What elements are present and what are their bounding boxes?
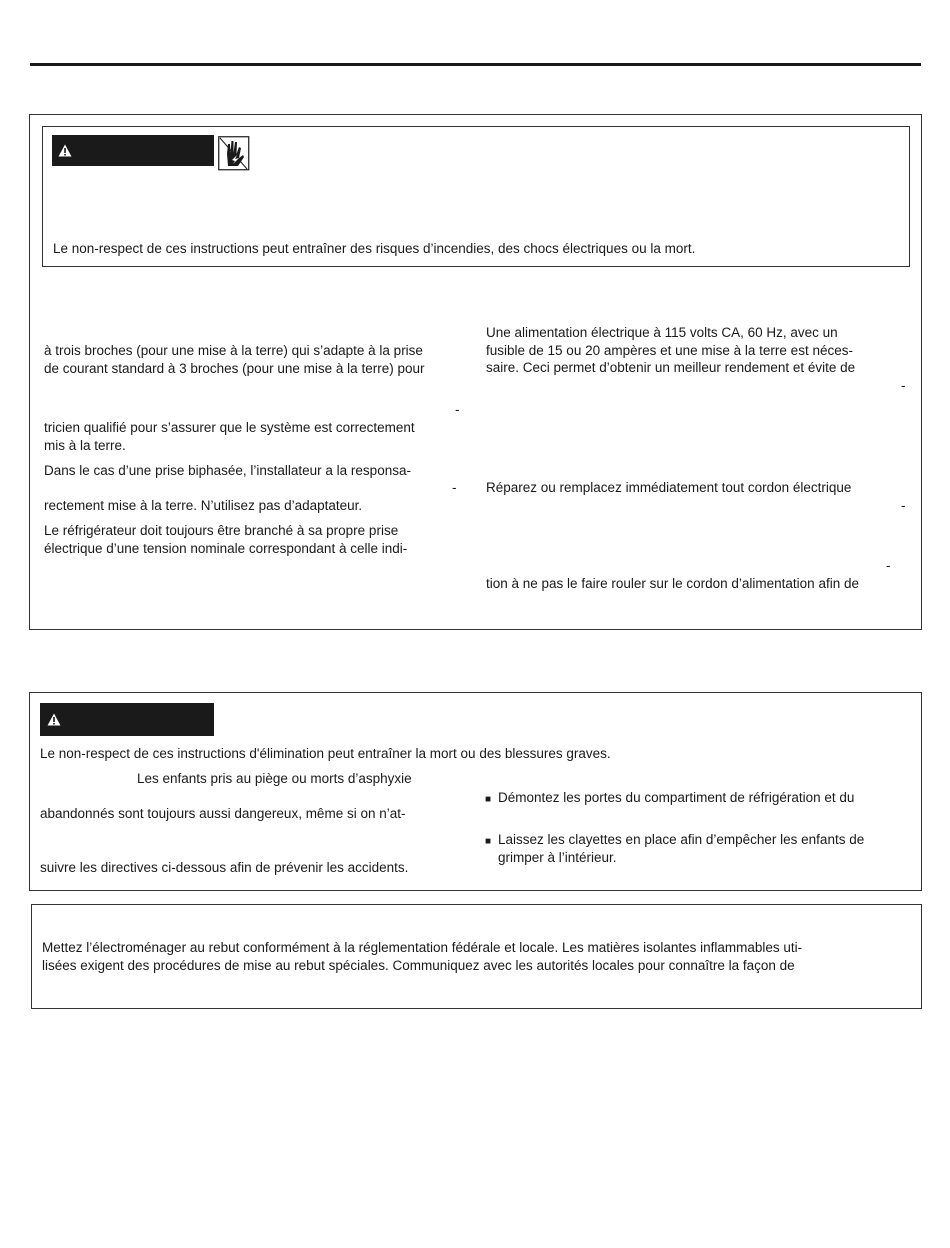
warning-badge [40,703,214,736]
warning-badge [52,135,214,166]
body-line: rectement mise à la terre. N’utilisez pas d’adaptateur. [44,498,363,513]
bullet-item: Démontez les portes du compartiment de réfrigération et du [498,790,855,805]
body-line: mis à la terre. [44,438,126,453]
electrical-warning-consequence: Le non-respect de ces instructions peut entraîner des risques d’incendies, des chocs électriques ou la mort. [53,241,696,256]
body-line: de courant standard à 3 broches (pour une mise à la terre) pour [44,361,425,376]
body-line: Dans le cas d’une prise biphasée, l’installateur a la responsa- [44,463,411,478]
electrical-shock-hand-icon [218,136,250,172]
body-line: - [901,378,906,393]
body-line: Une alimentation électrique à 115 volts CA, 60 Hz, avec un [486,325,838,340]
body-line: Les enfants pris au piège ou morts d’asphyxie [137,771,412,786]
header-rule [30,63,921,66]
body-line: lisées exigent des procédures de mise au rebut spéciales. Communiquez avec les autorités locales pour connaître la façon de [42,958,795,973]
bullet-item: Laissez les clayettes en place afin d’empêcher les enfants de [498,832,865,847]
body-line: électrique d’une tension nominale correspondant à celle indi- [44,541,408,556]
body-line: tricien qualifié pour s’assurer que le système est correctement [44,420,415,435]
bullet-glyph: ■ [485,794,492,805]
body-line: - [452,480,457,495]
body-line: suivre les directives ci-dessous afin de prévenir les accidents. [40,860,409,875]
body-line: à trois broches (pour une mise à la terre) qui s’adapte à la prise [44,343,423,358]
bullet-glyph: ■ [485,836,492,847]
body-line: Mettez l’électroménager au rebut conformément à la réglementation fédérale et locale. Les matières isolantes inflammables uti- [42,940,803,955]
body-line: tion à ne pas le faire rouler sur le cordon d’alimentation afin de [486,576,859,591]
warning-triangle-icon [47,713,61,726]
body-line: - [901,498,906,513]
body-line: - [455,402,460,417]
body-line: fusible de 15 ou 20 ampères et une mise à la terre est néces- [486,343,853,358]
warning-triangle-icon [58,144,72,157]
bullet-item: grimper à l’intérieur. [498,850,617,865]
body-line: abandonnés sont toujours aussi dangereux, même si on n’at- [40,806,406,821]
body-line: - [886,558,891,573]
body-line: Le réfrigérateur doit toujours être branché à sa propre prise [44,523,399,538]
body-line: saire. Ceci permet d’obtenir un meilleur rendement et évite de [486,360,856,375]
body-line: Réparez ou remplacez immédiatement tout cordon électrique [486,480,852,495]
disposal-warning-consequence: Le non-respect de ces instructions d'élimination peut entraîner la mort ou des blessures graves. [40,746,611,761]
